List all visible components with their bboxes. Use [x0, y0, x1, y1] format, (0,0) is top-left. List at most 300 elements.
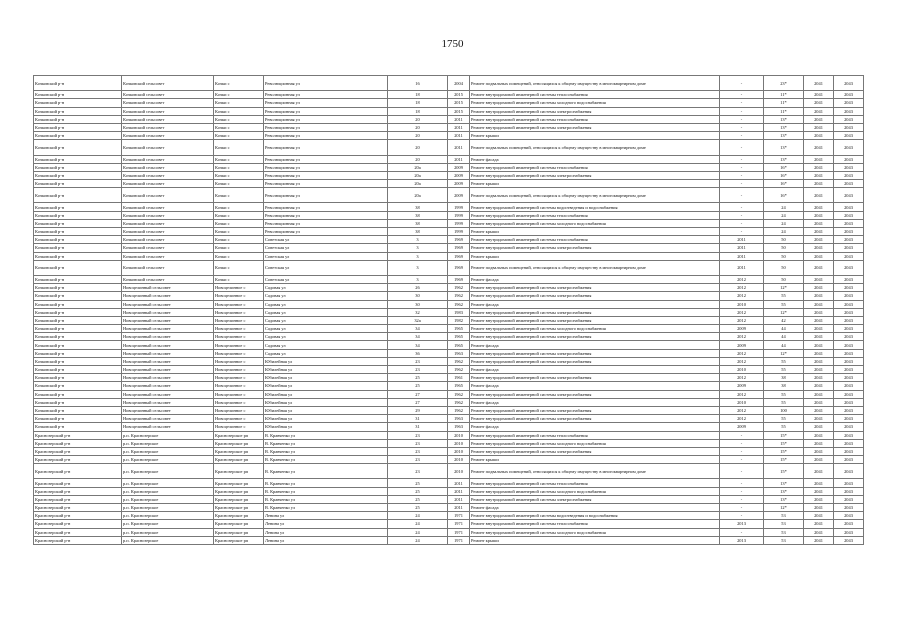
cell-work-type: Ремонт крыши — [470, 252, 720, 260]
table-row — [34, 219, 864, 227]
cell-council: Новоцелинный сельсовет — [122, 366, 214, 374]
cell-end-year: 2043 — [834, 349, 864, 357]
cell-council: Кочковский сельсовет — [122, 140, 214, 155]
cell-work-type: Ремонт внутридомовой инженерной системы электроснабжения — [470, 292, 720, 300]
cell-end-year: 2043 — [834, 211, 864, 219]
cell-age: 12* — [764, 284, 804, 292]
cell-district: Кочковский р-н — [34, 374, 122, 382]
cell-council: Новоцелинный сельсовет — [122, 316, 214, 324]
cell-district: Кочковский р-н — [34, 99, 122, 107]
cell-district: Кочковский р-н — [34, 211, 122, 219]
cell-end-year: 2043 — [834, 423, 864, 431]
table-row — [34, 333, 864, 341]
cell-start-year: 2041 — [804, 244, 834, 252]
cell-work-type: Ремонт внутридомовой инженерной системы электроснабжения — [470, 308, 720, 316]
cell-end-year: 2043 — [834, 447, 864, 455]
cell-work-type: Ремонт внутридомовой инженерной системы теплоснабжения — [470, 91, 720, 99]
cell-street: Ленина ул — [264, 536, 388, 544]
cell-settlement: Кочки с — [214, 203, 264, 211]
table-row — [34, 91, 864, 99]
cell-last-repair: 2012 — [720, 374, 764, 382]
cell-year: 2009 — [448, 163, 470, 171]
cell-street: Ленина ул — [264, 528, 388, 536]
cell-end-year: 2043 — [834, 308, 864, 316]
cell-settlement: Кочки с — [214, 275, 264, 283]
cell-age: 12* — [764, 349, 804, 357]
cell-year: 2004 — [448, 76, 470, 91]
cell-age: 11* — [764, 99, 804, 107]
table-row — [34, 132, 864, 140]
cell-start-year: 2041 — [804, 275, 834, 283]
table-row — [34, 447, 864, 455]
cell-age: 13* — [764, 132, 804, 140]
cell-year: 1983 — [448, 308, 470, 316]
cell-age: 55 — [764, 415, 804, 423]
cell-end-year: 2043 — [834, 374, 864, 382]
cell-age: 16* — [764, 188, 804, 203]
cell-year: 1962 — [448, 357, 470, 365]
cell-end-year: 2043 — [834, 479, 864, 487]
cell-start-year: 2041 — [804, 99, 834, 107]
cell-council: Новоцелинный сельсовет — [122, 406, 214, 414]
cell-end-year: 2043 — [834, 520, 864, 528]
cell-district: Краснозерский р-н — [34, 479, 122, 487]
cell-district: Кочковский р-н — [34, 260, 122, 275]
table-row — [34, 316, 864, 324]
cell-age: 55 — [764, 300, 804, 308]
cell-last-repair: - — [720, 439, 764, 447]
cell-last-repair: 2012 — [720, 390, 764, 398]
cell-age: 24 — [764, 203, 804, 211]
cell-house: 27 — [388, 398, 448, 406]
cell-end-year: 2043 — [834, 163, 864, 171]
cell-start-year: 2041 — [804, 252, 834, 260]
cell-last-repair: 2012 — [720, 275, 764, 283]
cell-age: 55 — [764, 423, 804, 431]
cell-council: Новоцелинный сельсовет — [122, 357, 214, 365]
cell-district: Краснозерский р-н — [34, 447, 122, 455]
table-row — [34, 244, 864, 252]
cell-settlement: Новоцелинное с — [214, 390, 264, 398]
cell-last-repair: - — [720, 464, 764, 479]
cell-work-type: Ремонт фасада — [470, 275, 720, 283]
cell-last-repair: - — [720, 155, 764, 163]
cell-year: 1962 — [448, 292, 470, 300]
cell-district: Краснозерский р-н — [34, 431, 122, 439]
cell-age: 23* — [764, 76, 804, 91]
table-row — [34, 203, 864, 211]
cell-district: Кочковский р-н — [34, 203, 122, 211]
cell-end-year: 2043 — [834, 132, 864, 140]
cell-settlement: Кочки с — [214, 76, 264, 91]
cell-council: Новоцелинный сельсовет — [122, 308, 214, 316]
cell-settlement: Кочки с — [214, 236, 264, 244]
cell-district: Кочковский р-н — [34, 357, 122, 365]
cell-house: 18 — [388, 91, 448, 99]
cell-district: Кочковский р-н — [34, 390, 122, 398]
cell-last-repair: 2012 — [720, 357, 764, 365]
cell-end-year: 2043 — [834, 495, 864, 503]
table-row — [34, 479, 864, 487]
cell-end-year: 2043 — [834, 390, 864, 398]
cell-age: 55 — [764, 292, 804, 300]
cell-street: Революционная ул — [264, 211, 388, 219]
cell-council: р.п. Краснозерское — [122, 464, 214, 479]
cell-age: 44 — [764, 341, 804, 349]
cell-district: Кочковский р-н — [34, 155, 122, 163]
cell-start-year: 2041 — [804, 504, 834, 512]
cell-settlement: Новоцелинное с — [214, 333, 264, 341]
cell-council: Новоцелинный сельсовет — [122, 300, 214, 308]
cell-settlement: Новоцелинное с — [214, 292, 264, 300]
cell-start-year: 2041 — [804, 487, 834, 495]
cell-council: р.п. Краснозерское — [122, 431, 214, 439]
cell-council: Кочковский сельсовет — [122, 228, 214, 236]
cell-last-repair: - — [720, 495, 764, 503]
cell-last-repair: 2012 — [720, 333, 764, 341]
cell-house: 23 — [388, 366, 448, 374]
cell-start-year: 2041 — [804, 107, 834, 115]
cell-district: Краснозерский р-н — [34, 504, 122, 512]
cell-settlement: Новоцелинное с — [214, 349, 264, 357]
cell-street: Ленина ул — [264, 520, 388, 528]
cell-age: 42 — [764, 316, 804, 324]
cell-house: 24 — [388, 512, 448, 520]
cell-district: Кочковский р-н — [34, 76, 122, 91]
cell-work-type: Ремонт крыши — [470, 132, 720, 140]
cell-street: Юбилейная ул — [264, 390, 388, 398]
cell-year: 1971 — [448, 512, 470, 520]
cell-last-repair: - — [720, 76, 764, 91]
cell-year: 1969 — [448, 252, 470, 260]
cell-year: 2011 — [448, 487, 470, 495]
cell-end-year: 2043 — [834, 464, 864, 479]
cell-settlement: Краснозерское рп — [214, 512, 264, 520]
cell-settlement: Краснозерское рп — [214, 528, 264, 536]
cell-district: Краснозерский р-н — [34, 487, 122, 495]
cell-start-year: 2041 — [804, 180, 834, 188]
cell-work-type: Ремонт внутридомовой инженерной системы холодного водоснабжения — [470, 487, 720, 495]
cell-street: Революционная ул — [264, 140, 388, 155]
cell-age: 44 — [764, 333, 804, 341]
cell-start-year: 2041 — [804, 349, 834, 357]
cell-district: Кочковский р-н — [34, 415, 122, 423]
cell-start-year: 2041 — [804, 456, 834, 464]
cell-district: Краснозерский р-н — [34, 536, 122, 544]
cell-work-type: Ремонт подвальных помещений, относящихся к общему имуществу в многоквартирном доме — [470, 464, 720, 479]
cell-street: Революционная ул — [264, 76, 388, 91]
cell-year: 1965 — [448, 333, 470, 341]
cell-start-year: 2041 — [804, 284, 834, 292]
cell-house: 38 — [388, 211, 448, 219]
cell-start-year: 2041 — [804, 520, 834, 528]
cell-council: Кочковский сельсовет — [122, 252, 214, 260]
cell-work-type: Ремонт внутридомовой инженерной системы теплоснабжения — [470, 115, 720, 123]
cell-council: Кочковский сельсовет — [122, 188, 214, 203]
cell-age: 44 — [764, 325, 804, 333]
cell-last-repair: - — [720, 487, 764, 495]
cell-age: 15* — [764, 439, 804, 447]
cell-street: В. Кравченко ул — [264, 456, 388, 464]
cell-council: р.п. Краснозерское — [122, 479, 214, 487]
cell-settlement: Кочки с — [214, 260, 264, 275]
table-row — [34, 520, 864, 528]
table-row — [34, 252, 864, 260]
cell-house: 20а — [388, 171, 448, 179]
cell-council: р.п. Краснозерское — [122, 447, 214, 455]
cell-street: Садовая ул — [264, 300, 388, 308]
cell-year: 1965 — [448, 325, 470, 333]
cell-house: 32 — [388, 308, 448, 316]
table-row — [34, 374, 864, 382]
cell-age: 13* — [764, 495, 804, 503]
cell-work-type: Ремонт подвальных помещений, относящихся к общему имуществу в многоквартирном доме — [470, 76, 720, 91]
cell-house: 31 — [388, 415, 448, 423]
cell-district: Кочковский р-н — [34, 244, 122, 252]
cell-end-year: 2043 — [834, 99, 864, 107]
table-row — [34, 171, 864, 179]
table-row — [34, 504, 864, 512]
cell-start-year: 2041 — [804, 495, 834, 503]
cell-house: 24 — [388, 520, 448, 528]
cell-end-year: 2043 — [834, 487, 864, 495]
cell-street: Революционная ул — [264, 115, 388, 123]
cell-last-repair: 2012 — [720, 308, 764, 316]
cell-settlement: Кочки с — [214, 132, 264, 140]
cell-last-repair: 2011 — [720, 236, 764, 244]
cell-settlement: Кочки с — [214, 219, 264, 227]
cell-last-repair: 2012 — [720, 292, 764, 300]
cell-house: 20 — [388, 132, 448, 140]
cell-last-repair: - — [720, 99, 764, 107]
cell-last-repair: - — [720, 180, 764, 188]
cell-end-year: 2043 — [834, 236, 864, 244]
cell-last-repair: 2011 — [720, 260, 764, 275]
cell-house: 3 — [388, 236, 448, 244]
table-row — [34, 163, 864, 171]
cell-age: 11* — [764, 107, 804, 115]
cell-council: Новоцелинный сельсовет — [122, 382, 214, 390]
cell-district: Краснозерский р-н — [34, 520, 122, 528]
cell-end-year: 2043 — [834, 341, 864, 349]
cell-end-year: 2043 — [834, 91, 864, 99]
cell-settlement: Новоцелинное с — [214, 415, 264, 423]
cell-work-type: Ремонт внутридомовой инженерной системы электроснабжения — [470, 357, 720, 365]
cell-council: р.п. Краснозерское — [122, 456, 214, 464]
cell-age: 11* — [764, 91, 804, 99]
cell-work-type: Ремонт внутридомовой инженерной системы электроснабжения — [470, 349, 720, 357]
cell-council: Кочковский сельсовет — [122, 275, 214, 283]
cell-street: Юбилейная ул — [264, 374, 388, 382]
cell-council: Новоцелинный сельсовет — [122, 333, 214, 341]
cell-street: Советская ул — [264, 275, 388, 283]
cell-council: Кочковский сельсовет — [122, 180, 214, 188]
cell-settlement: Кочки с — [214, 228, 264, 236]
cell-year: 1999 — [448, 219, 470, 227]
cell-council: Новоцелинный сельсовет — [122, 349, 214, 357]
cell-work-type: Ремонт внутридомовой инженерной системы теплоснабжения — [470, 163, 720, 171]
cell-year: 1963 — [448, 423, 470, 431]
cell-work-type: Ремонт крыши — [470, 180, 720, 188]
cell-settlement: Краснозерское рп — [214, 464, 264, 479]
table-row — [34, 536, 864, 544]
cell-district: Кочковский р-н — [34, 423, 122, 431]
cell-end-year: 2043 — [834, 357, 864, 365]
cell-end-year: 2043 — [834, 228, 864, 236]
cell-street: Юбилейная ул — [264, 406, 388, 414]
cell-house: 18 — [388, 107, 448, 115]
cell-year: 1965 — [448, 382, 470, 390]
cell-settlement: Краснозерское рп — [214, 456, 264, 464]
cell-work-type: Ремонт внутридомовой инженерной системы электроснабжения — [470, 107, 720, 115]
cell-house: 3 — [388, 244, 448, 252]
cell-year: 2011 — [448, 132, 470, 140]
table-row — [34, 188, 864, 203]
cell-year: 2011 — [448, 504, 470, 512]
cell-year: 1961 — [448, 374, 470, 382]
cell-district: Кочковский р-н — [34, 316, 122, 324]
cell-district: Кочковский р-н — [34, 406, 122, 414]
cell-year: 1962 — [448, 366, 470, 374]
cell-street: Революционная ул — [264, 228, 388, 236]
cell-council: Кочковский сельсовет — [122, 115, 214, 123]
cell-age: 55 — [764, 398, 804, 406]
cell-house: 25 — [388, 487, 448, 495]
cell-year: 2011 — [448, 479, 470, 487]
cell-age: 53 — [764, 512, 804, 520]
cell-council: Новоцелинный сельсовет — [122, 398, 214, 406]
cell-start-year: 2041 — [804, 325, 834, 333]
cell-start-year: 2041 — [804, 292, 834, 300]
cell-start-year: 2041 — [804, 228, 834, 236]
cell-last-repair: - — [720, 211, 764, 219]
cell-last-repair: 2010 — [720, 366, 764, 374]
cell-work-type: Ремонт внутридомовой инженерной системы электроснабжения — [470, 171, 720, 179]
cell-house: 34 — [388, 333, 448, 341]
cell-house: 20а — [388, 180, 448, 188]
cell-council: р.п. Краснозерское — [122, 439, 214, 447]
cell-house: 27 — [388, 390, 448, 398]
cell-age: 24 — [764, 228, 804, 236]
cell-age: 50 — [764, 252, 804, 260]
cell-settlement: Краснозерское рп — [214, 504, 264, 512]
cell-age: 38 — [764, 382, 804, 390]
cell-year: 1999 — [448, 228, 470, 236]
cell-last-repair: 2009 — [720, 341, 764, 349]
table-row — [34, 528, 864, 536]
cell-district: Кочковский р-н — [34, 132, 122, 140]
cell-council: Новоцелинный сельсовет — [122, 325, 214, 333]
cell-council: Кочковский сельсовет — [122, 236, 214, 244]
cell-street: Советская ул — [264, 236, 388, 244]
cell-council: Новоцелинный сельсовет — [122, 390, 214, 398]
cell-end-year: 2043 — [834, 140, 864, 155]
cell-council: Новоцелинный сельсовет — [122, 292, 214, 300]
cell-end-year: 2043 — [834, 180, 864, 188]
cell-year: 1982 — [448, 316, 470, 324]
cell-age: 50 — [764, 260, 804, 275]
table-row — [34, 406, 864, 414]
cell-last-repair: 2012 — [720, 316, 764, 324]
cell-age: 13* — [764, 487, 804, 495]
cell-council: Кочковский сельсовет — [122, 260, 214, 275]
cell-house: 20 — [388, 123, 448, 131]
cell-street: Революционная ул — [264, 107, 388, 115]
cell-settlement: Кочки с — [214, 188, 264, 203]
cell-year: 1969 — [448, 236, 470, 244]
cell-house: 20 — [388, 115, 448, 123]
cell-street: Юбилейная ул — [264, 415, 388, 423]
table-row — [34, 123, 864, 131]
cell-start-year: 2041 — [804, 76, 834, 91]
cell-end-year: 2043 — [834, 284, 864, 292]
cell-last-repair: - — [720, 479, 764, 487]
cell-district: Кочковский р-н — [34, 236, 122, 244]
cell-end-year: 2043 — [834, 504, 864, 512]
cell-council: Кочковский сельсовет — [122, 163, 214, 171]
cell-council: р.п. Краснозерское — [122, 487, 214, 495]
cell-street: Юбилейная ул — [264, 398, 388, 406]
table-row — [34, 300, 864, 308]
cell-street: Революционная ул — [264, 180, 388, 188]
cell-year: 2011 — [448, 123, 470, 131]
cell-work-type: Ремонт фасада — [470, 341, 720, 349]
cell-year: 2010 — [448, 464, 470, 479]
cell-last-repair: - — [720, 219, 764, 227]
cell-age: 24 — [764, 219, 804, 227]
table-row — [34, 456, 864, 464]
cell-age: 12* — [764, 308, 804, 316]
cell-work-type: Ремонт фасада — [470, 366, 720, 374]
cell-house: 20 — [388, 140, 448, 155]
cell-start-year: 2041 — [804, 91, 834, 99]
cell-street: Юбилейная ул — [264, 357, 388, 365]
cell-street: Садовая ул — [264, 292, 388, 300]
cell-street: В. Кравченко ул — [264, 439, 388, 447]
cell-street: В. Кравченко ул — [264, 479, 388, 487]
cell-work-type: Ремонт внутридомовой инженерной системы электроснабжения — [470, 374, 720, 382]
cell-start-year: 2041 — [804, 341, 834, 349]
cell-start-year: 2041 — [804, 366, 834, 374]
cell-end-year: 2043 — [834, 107, 864, 115]
cell-age: 100 — [764, 406, 804, 414]
cell-street: Садовая ул — [264, 325, 388, 333]
cell-work-type: Ремонт внутридомовой инженерной системы теплоснабжения — [470, 520, 720, 528]
cell-house: 23 — [388, 447, 448, 455]
cell-age: 13* — [764, 155, 804, 163]
cell-district: Кочковский р-н — [34, 228, 122, 236]
cell-work-type: Ремонт внутридомовой инженерной системы холодного водоснабжения — [470, 439, 720, 447]
cell-last-repair: 2011 — [720, 252, 764, 260]
cell-year: 2010 — [448, 447, 470, 455]
table-row — [34, 487, 864, 495]
table-row — [34, 155, 864, 163]
cell-end-year: 2043 — [834, 366, 864, 374]
cell-age: 16* — [764, 171, 804, 179]
cell-council: Новоцелинный сельсовет — [122, 341, 214, 349]
cell-year: 2011 — [448, 155, 470, 163]
cell-house: 25 — [388, 495, 448, 503]
cell-start-year: 2041 — [804, 188, 834, 203]
cell-district: Кочковский р-н — [34, 140, 122, 155]
cell-age: 55 — [764, 390, 804, 398]
cell-council: р.п. Краснозерское — [122, 495, 214, 503]
cell-year: 1971 — [448, 528, 470, 536]
cell-work-type: Ремонт фасада — [470, 155, 720, 163]
cell-last-repair: - — [720, 107, 764, 115]
cell-last-repair: - — [720, 203, 764, 211]
cell-settlement: Новоцелинное с — [214, 423, 264, 431]
